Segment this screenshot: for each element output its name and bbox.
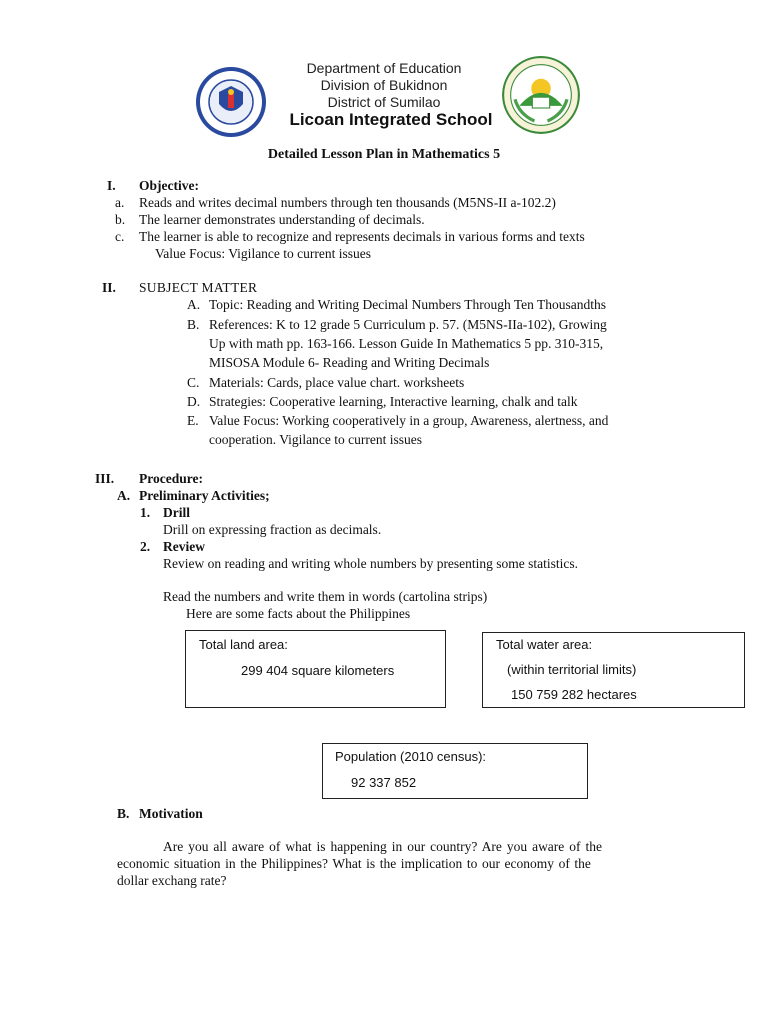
water-area-note: (within territorial limits) xyxy=(507,662,637,677)
water-area-value: 150 759 282 hectares xyxy=(511,687,637,702)
list-letter: B. xyxy=(117,806,130,821)
motivation-line: dollar exchang rate? xyxy=(117,873,227,888)
water-area-box xyxy=(482,632,745,708)
list-letter: c. xyxy=(115,229,125,244)
objective-item: The learner is able to recognize and represents decimals in various forms and texts xyxy=(139,229,585,244)
water-area-label: Total water area: xyxy=(496,637,593,652)
list-letter: C. xyxy=(187,375,200,390)
page-title: Detailed Lesson Plan in Mathematics 5 xyxy=(267,147,501,162)
prelim-heading: Preliminary Activities; xyxy=(139,488,270,503)
land-area-box xyxy=(185,630,446,708)
motivation-heading: Motivation xyxy=(139,806,203,821)
motivation-paragraph xyxy=(117,838,674,889)
school-name: Licoan Integrated School xyxy=(289,110,493,129)
list-letter: A. xyxy=(117,488,131,503)
objective-item: The learner demonstrates understanding of decimals. xyxy=(139,212,425,227)
review-text: Review on reading and writing whole numbers by presenting some statistics. xyxy=(163,556,579,571)
population-value: 92 337 852 xyxy=(351,775,417,790)
review-heading: Review xyxy=(163,539,205,554)
motivation-line: Are you all aware of what is happening in our country? Are you aware of the xyxy=(163,839,602,854)
population-box xyxy=(322,743,588,799)
header-dept: Department of Education xyxy=(306,60,462,76)
header-district: District of Sumilao xyxy=(327,94,441,110)
section-number: I. xyxy=(107,178,116,193)
section-number: II. xyxy=(102,280,116,295)
list-letter: A. xyxy=(187,297,201,312)
drill-text: Drill on expressing fraction as decimals. xyxy=(163,522,382,537)
subject-item: MISOSA Module 6- Reading and Writing Decimals xyxy=(209,355,490,370)
subject-item: Value Focus: Working cooperatively in a group, Awareness, alertness, and xyxy=(209,413,609,428)
subject-item: Topic: Reading and Writing Decimal Numbers Through Ten Thousandths xyxy=(209,297,607,312)
motivation-line: economic situation in the Philippines? What is the implication to our economy of the xyxy=(117,856,591,871)
list-number: 2. xyxy=(140,539,151,554)
subject-item: cooperation. Vigilance to current issues xyxy=(209,432,423,447)
subject-item: Strategies: Cooperative learning, Interactive learning, chalk and talk xyxy=(209,394,578,409)
subject-item: References: K to 12 grade 5 Curriculum p. 57. (M5NS-IIa-102), Growing xyxy=(209,317,607,332)
list-letter: D. xyxy=(187,394,201,409)
list-letter: b. xyxy=(115,212,126,227)
population-label: Population (2010 census): xyxy=(335,749,487,764)
section-number: III. xyxy=(95,471,115,486)
header-division: Division of Bukidnon xyxy=(320,77,448,93)
land-area-label: Total land area: xyxy=(199,637,288,652)
subject-item: Up with math pp. 163-166. Lesson Guide In Mathematics 5 pp. 310-315, xyxy=(209,336,604,351)
objective-heading: Objective: xyxy=(139,178,199,193)
facts-intro: Here are some facts about the Philippines xyxy=(186,606,411,621)
procedure-heading: Procedure: xyxy=(139,471,203,486)
value-focus: Value Focus: Vigilance to current issues xyxy=(155,246,372,261)
land-area-value: 299 404 square kilometers xyxy=(241,663,395,678)
read-instruction: Read the numbers and write them in words (cartolina strips) xyxy=(163,589,488,604)
list-letter: a. xyxy=(115,195,125,210)
subject-item: Materials: Cards, place value chart. worksheets xyxy=(209,375,465,390)
subject-heading: SUBJECT MATTER xyxy=(139,280,258,295)
drill-heading: Drill xyxy=(163,505,190,520)
list-number: 1. xyxy=(140,505,151,520)
objective-item: Reads and writes decimal numbers through ten thousands (M5NS-II a-102.2) xyxy=(139,195,556,210)
list-letter: E. xyxy=(187,413,199,428)
list-letter: B. xyxy=(187,317,200,332)
